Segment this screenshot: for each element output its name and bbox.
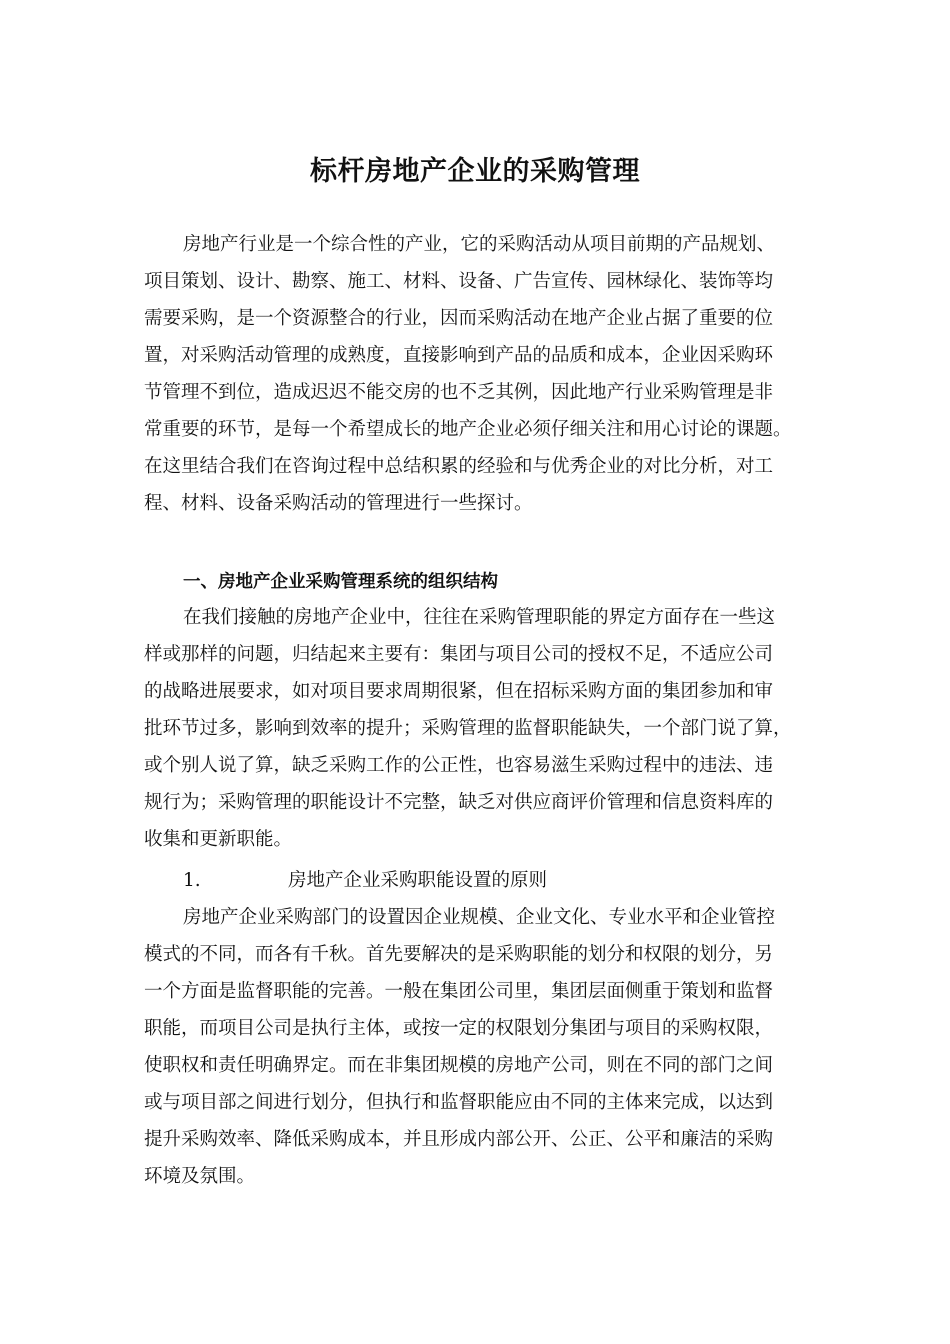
intro-line: 常重要的环节，是每一个希望成长的地产企业必须仔细关注和用心讨论的课题。: [144, 419, 792, 440]
subsection1-line: 职能，而项目公司是执行主体，或按一定的权限划分集团与项目的采购权限，: [144, 1018, 774, 1039]
subsection1-line: 使职权和责任明确界定。而在非集团规模的房地产公司，则在不同的部门之间: [144, 1055, 774, 1076]
section1-line: 在我们接触的房地产企业中，往往在采购管理职能的界定方面存在一些这: [183, 607, 776, 628]
subsection1-line: 环境及氛围。: [144, 1166, 256, 1187]
intro-line: 在这里结合我们在咨询过程中总结积累的经验和与优秀企业的对比分析，对工: [144, 456, 774, 477]
document-title: 标杆房地产企业的采购管理: [310, 156, 640, 187]
subsection1-line: 或与项目部之间进行划分，但执行和监督职能应由不同的主体来完成，以达到: [144, 1092, 774, 1113]
subsection-number: 1.: [183, 870, 201, 891]
section1-line: 或个别人说了算，缺乏采购工作的公正性，也容易滋生采购过程中的违法、违: [144, 755, 774, 776]
intro-line: 需要采购，是一个资源整合的行业，因而采购活动在地产企业占据了重要的位: [144, 308, 774, 329]
subsection1-line: 提升采购效率、降低采购成本，并且形成内部公开、公正、公平和廉洁的采购: [144, 1129, 774, 1150]
section1-line: 收集和更新职能。: [144, 829, 293, 850]
intro-line: 项目策划、设计、勘察、施工、材料、设备、广告宣传、园林绿化、装饰等均: [144, 271, 774, 292]
intro-line: 房地产行业是一个综合性的产业，它的采购活动从项目前期的产品规划、: [183, 234, 776, 255]
section1-line: 样或那样的问题，归结起来主要有：集团与项目公司的授权不足，不适应公司: [144, 644, 774, 665]
intro-line: 置，对采购活动管理的成熟度，直接影响到产品的品质和成本，企业因采购环: [144, 345, 774, 366]
subsection-title: 房地产企业采购职能设置的原则: [288, 870, 548, 891]
section1-line: 规行为；采购管理的职能设计不完整，缺乏对供应商评价管理和信息资料库的: [144, 792, 774, 813]
section1-line: 的战略进展要求，如对项目要求周期很紧，但在招标采购方面的集团参加和审: [144, 681, 774, 702]
subsection1-line: 模式的不同，而各有千秋。首先要解决的是采购职能的划分和权限的划分，另: [144, 944, 774, 965]
intro-line: 程、材料、设备采购活动的管理进行一些探讨。: [144, 493, 533, 514]
intro-line: 节管理不到位，造成迟迟不能交房的也不乏其例，因此地产行业采购管理是非: [144, 382, 774, 403]
section-heading: 一、房地产企业采购管理系统的组织结构: [183, 572, 498, 592]
subsection1-line: 房地产企业采购部门的设置因企业规模、企业文化、专业水平和企业管控: [183, 907, 776, 928]
subsection1-line: 一个方面是监督职能的完善。一般在集团公司里，集团层面侧重于策划和监督: [144, 981, 774, 1002]
section1-line: 批环节过多，影响到效率的提升；采购管理的监督职能缺失，一个部门说了算，: [144, 718, 792, 739]
